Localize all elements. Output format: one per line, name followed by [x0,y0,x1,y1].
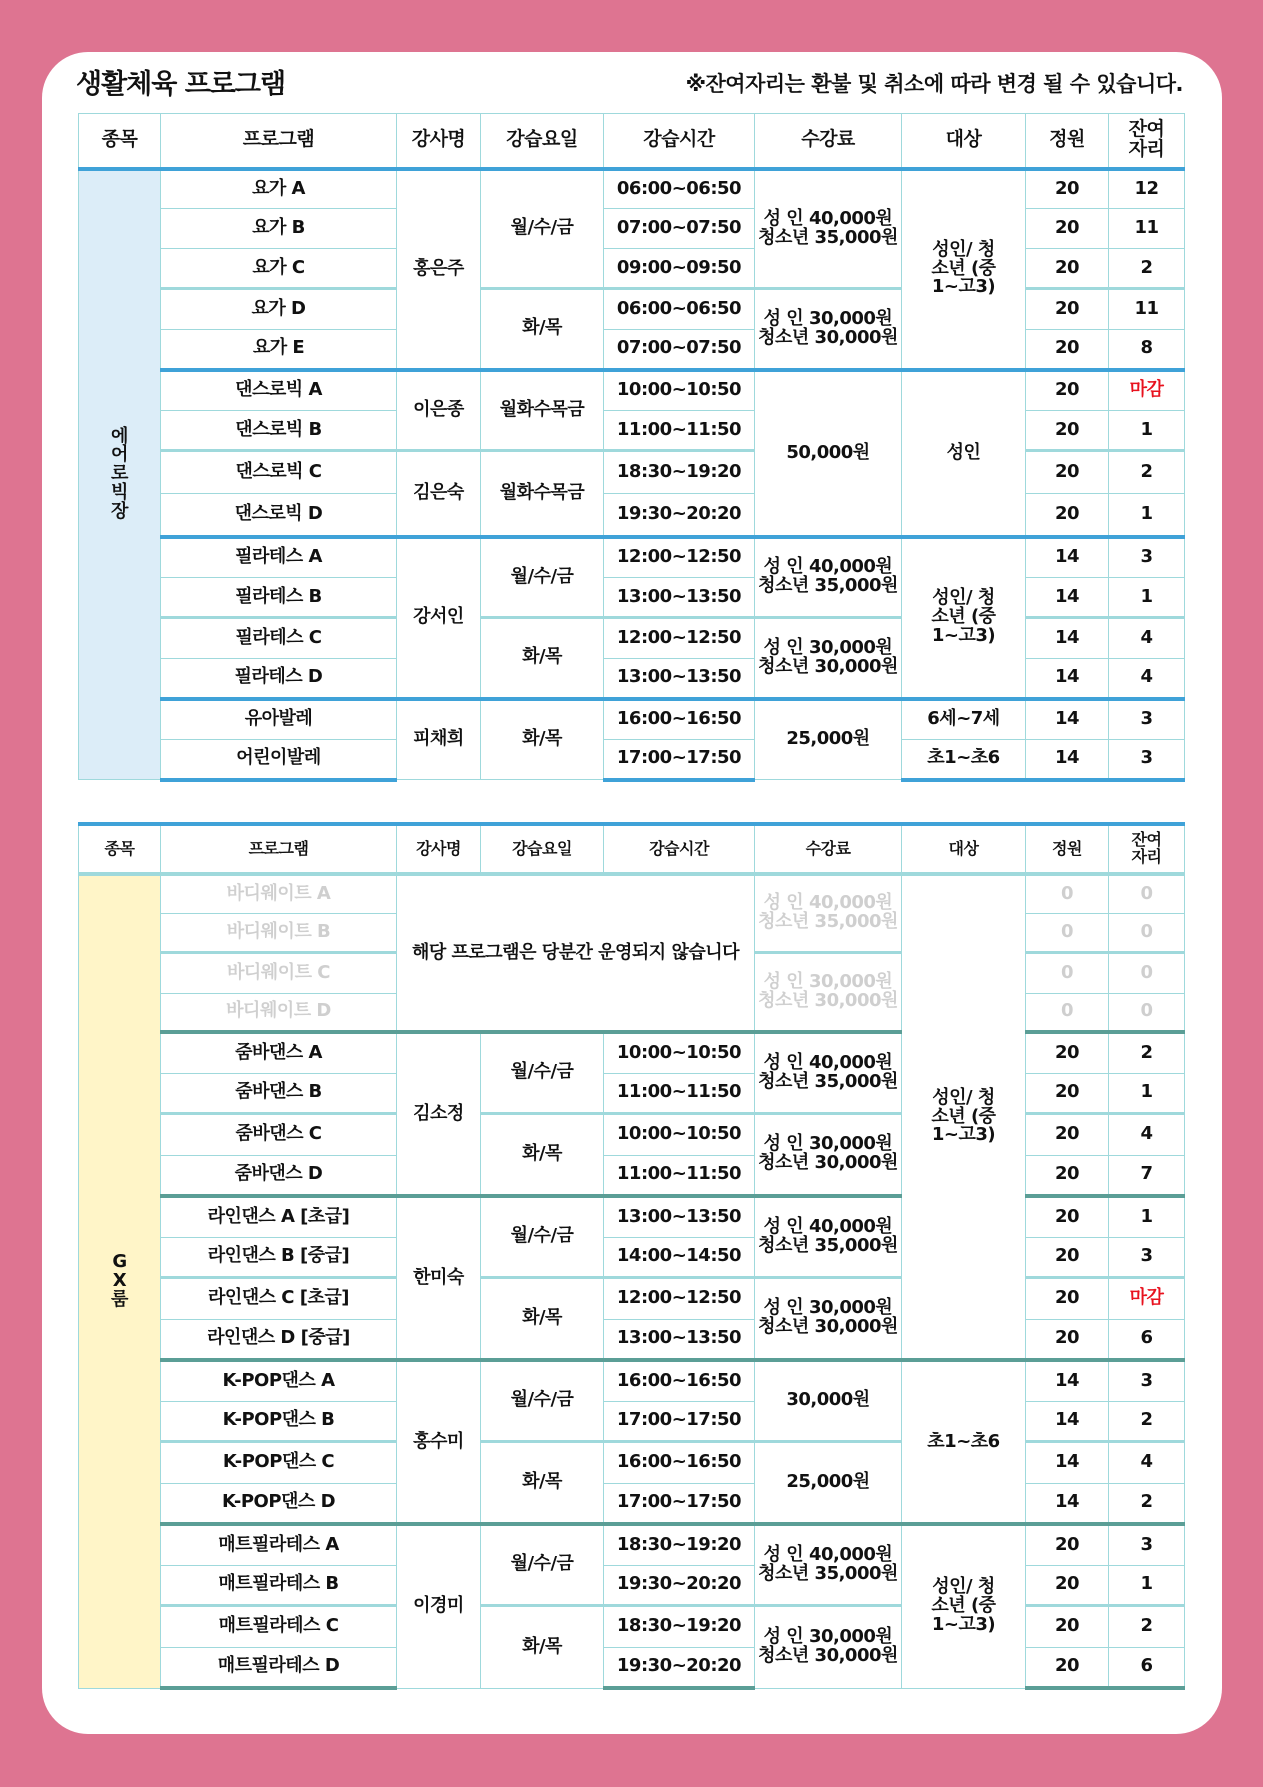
remaining: 3 [1109,1237,1185,1277]
class-time: 11:00~11:50 [604,1155,755,1196]
table-row [79,169,1185,209]
class-time: 19:30~20:20 [604,1647,755,1688]
capacity: 20 [1026,1073,1109,1113]
program-name: 줌바댄스 D [161,1155,397,1196]
class-days: 월화수목금 [481,370,604,451]
class-time: 12:00~12:50 [604,618,755,659]
target: 성인/ 청소년 (중1~고3) [902,169,1026,370]
remaining: 6 [1109,1647,1185,1688]
target: 초1~초6 [902,740,1026,780]
target: 성인/ 청소년 (중1~고3) [902,1524,1026,1688]
remaining: 4 [1109,659,1185,699]
program-name: 매트필라테스 A [161,1524,397,1565]
program-name: 필라테스 C [161,618,397,659]
capacity: 14 [1026,1441,1109,1483]
fee: 성 인 30,000원 청소년 30,000원 [755,1277,902,1360]
remaining: 6 [1109,1319,1185,1360]
class-time: 19:30~20:20 [604,494,755,537]
capacity: 20 [1026,1237,1109,1277]
remaining: 1 [1109,1073,1185,1113]
remaining: 1 [1109,411,1185,451]
program-name: 바디웨이트 B [161,913,397,952]
fee: 성 인 30,000원 청소년 30,000원 [755,289,902,370]
remaining: 0 [1109,993,1185,1032]
program-name: 라인댄스 C [초급] [161,1277,397,1319]
remaining: 2 [1109,1605,1185,1647]
instructor-name: 이은종 [397,370,481,451]
remaining: 3 [1109,1360,1185,1401]
class-days: 화/목 [481,1441,604,1524]
class-time: 07:00~07:50 [604,209,755,249]
header-program: 프로그램 [161,114,397,169]
remaining: 1 [1109,494,1185,537]
header-remaining: 잔여자리 [1109,824,1185,874]
capacity: 20 [1026,1565,1109,1605]
table-row [79,1524,1185,1565]
remaining: 11 [1109,289,1185,330]
remaining: 3 [1109,740,1185,780]
class-days: 월/수/금 [481,1360,604,1441]
capacity: 20 [1026,1155,1109,1196]
class-time: 14:00~14:50 [604,1237,755,1277]
header-capacity: 정원 [1026,824,1109,874]
capacity: 0 [1026,913,1109,952]
table-row [79,699,1185,740]
program-name: 요가 D [161,289,397,330]
class-time: 13:00~13:50 [604,1196,755,1237]
program-name: 댄스로빅 A [161,370,397,411]
fee: 30,000원 [755,1360,902,1441]
header-time: 강습시간 [604,114,755,169]
program-name: 라인댄스 B [중급] [161,1237,397,1277]
program-name: 필라테스 B [161,578,397,618]
remaining: 2 [1109,1032,1185,1073]
capacity: 20 [1026,249,1109,289]
fee: 50,000원 [755,370,902,537]
header-target: 대상 [902,114,1026,169]
fee: 25,000원 [755,1441,902,1524]
program-name: 요가 B [161,209,397,249]
class-time: 13:00~13:50 [604,659,755,699]
class-days: 월화수목금 [481,451,604,537]
class-days: 화/목 [481,699,604,780]
program-name: 줌바댄스 B [161,1073,397,1113]
capacity: 14 [1026,537,1109,578]
table-row [79,537,1185,578]
instructor-name: 피채희 [397,699,481,780]
capacity: 0 [1026,874,1109,913]
capacity: 14 [1026,699,1109,740]
remaining: 2 [1109,249,1185,289]
table-header-row [79,824,1185,874]
program-name: 요가 E [161,330,397,370]
capacity: 20 [1026,289,1109,330]
fee: 성 인 40,000원 청소년 35,000원 [755,874,902,952]
header-fee: 수강료 [755,114,902,169]
instructor-name: 홍은주 [397,169,481,370]
remaining-closed: 마감 [1109,370,1185,411]
capacity: 20 [1026,1113,1109,1155]
fee: 성 인 30,000원 청소년 30,000원 [755,952,902,1032]
target: 성인 [902,370,1026,537]
table-row [79,740,1185,780]
class-days: 월/수/금 [481,1524,604,1605]
program-name: 바디웨이트 A [161,874,397,913]
class-time: 06:00~06:50 [604,289,755,330]
class-days: 월/수/금 [481,1032,604,1113]
class-days: 화/목 [481,618,604,699]
class-time: 17:00~17:50 [604,740,755,780]
program-name: 어린이발레 [161,740,397,780]
target: 성인/ 청소년 (중1~고3) [902,537,1026,699]
capacity: 20 [1026,1605,1109,1647]
class-time: 10:00~10:50 [604,370,755,411]
class-time: 18:30~19:20 [604,1605,755,1647]
remaining: 12 [1109,169,1185,209]
program-name: K-POP댄스 A [161,1360,397,1401]
header-days: 강습요일 [481,114,604,169]
program-name: 줌바댄스 C [161,1113,397,1155]
capacity: 0 [1026,993,1109,1032]
capacity: 20 [1026,330,1109,370]
class-time: 17:00~17:50 [604,1401,755,1441]
class-time: 10:00~10:50 [604,1113,755,1155]
program-name: 바디웨이트 D [161,993,397,1032]
program-name: 바디웨이트 C [161,952,397,993]
capacity: 14 [1026,740,1109,780]
class-time: 16:00~16:50 [604,1441,755,1483]
instructor-name: 홍수미 [397,1360,481,1524]
header-category: 종목 [79,824,161,874]
capacity: 14 [1026,1401,1109,1441]
program-name: K-POP댄스 C [161,1441,397,1483]
table-row [79,874,1185,913]
remaining: 1 [1109,578,1185,618]
capacity: 20 [1026,494,1109,537]
program-name: 요가 C [161,249,397,289]
program-name: 유아발레 [161,699,397,740]
capacity: 20 [1026,411,1109,451]
program-name: 댄스로빅 C [161,451,397,494]
gx-schedule-table [78,822,1185,1690]
capacity: 20 [1026,1319,1109,1360]
capacity: 14 [1026,1483,1109,1524]
capacity: 20 [1026,169,1109,209]
program-name: 요가 A [161,169,397,209]
table-header-row [79,114,1185,169]
fee: 성 인 40,000원 청소년 35,000원 [755,169,902,289]
header-remaining: 잔여자리 [1109,114,1185,169]
program-name: 매트필라테스 B [161,1565,397,1605]
program-name: 줌바댄스 A [161,1032,397,1073]
header-instructor: 강사명 [397,114,481,169]
remaining: 1 [1109,1196,1185,1237]
table-row [79,370,1185,411]
remaining: 8 [1109,330,1185,370]
header-target: 대상 [902,824,1026,874]
remaining: 11 [1109,209,1185,249]
class-days: 화/목 [481,1277,604,1360]
fee: 성 인 40,000원 청소년 35,000원 [755,1524,902,1605]
class-time: 11:00~11:50 [604,411,755,451]
remaining: 7 [1109,1155,1185,1196]
fee: 성 인 30,000원 청소년 30,000원 [755,1113,902,1196]
program-name: 필라테스 A [161,537,397,578]
program-name: 라인댄스 A [초급] [161,1196,397,1237]
program-name: 매트필라테스 D [161,1647,397,1688]
fee: 성 인 30,000원 청소년 30,000원 [755,618,902,699]
fee: 성 인 40,000원 청소년 35,000원 [755,1196,902,1277]
capacity: 20 [1026,1032,1109,1073]
class-time: 07:00~07:50 [604,330,755,370]
capacity: 20 [1026,1277,1109,1319]
remaining: 3 [1109,537,1185,578]
remaining: 4 [1109,1441,1185,1483]
program-name: 댄스로빅 D [161,494,397,537]
class-time: 18:30~19:20 [604,451,755,494]
remaining: 2 [1109,451,1185,494]
fee: 성 인 40,000원 청소년 35,000원 [755,537,902,618]
program-name: 댄스로빅 B [161,411,397,451]
remaining: 0 [1109,913,1185,952]
remaining: 0 [1109,952,1185,993]
program-name: K-POP댄스 D [161,1483,397,1524]
class-time: 13:00~13:50 [604,1319,755,1360]
aerobics-schedule-table [78,113,1185,782]
header-program: 프로그램 [161,824,397,874]
category-cell: 에어로빅장 [79,169,161,780]
target: 6세~7세 [902,699,1026,740]
refund-notice: ※잔여자리는 환불 및 취소에 따라 변경 될 수 있습니다. [685,72,1183,96]
class-time: 12:00~12:50 [604,537,755,578]
program-name: 라인댄스 D [중급] [161,1319,397,1360]
instructor-name: 김은숙 [397,451,481,537]
class-time: 18:30~19:20 [604,1524,755,1565]
header-category: 종목 [79,114,161,169]
class-time: 19:30~20:20 [604,1565,755,1605]
remaining: 2 [1109,1401,1185,1441]
header-capacity: 정원 [1026,114,1109,169]
class-time: 16:00~16:50 [604,1360,755,1401]
instructor-name: 김소정 [397,1032,481,1196]
fee: 25,000원 [755,699,902,780]
remaining: 1 [1109,1565,1185,1605]
class-time: 16:00~16:50 [604,699,755,740]
capacity: 20 [1026,370,1109,411]
capacity: 14 [1026,1360,1109,1401]
remaining-closed: 마감 [1109,1277,1185,1319]
class-time: 06:00~06:50 [604,169,755,209]
capacity: 0 [1026,952,1109,993]
capacity: 14 [1026,618,1109,659]
instructor-name: 강서인 [397,537,481,699]
class-days: 화/목 [481,1113,604,1196]
remaining: 3 [1109,1524,1185,1565]
remaining: 0 [1109,874,1185,913]
class-days: 월/수/금 [481,1196,604,1277]
not-operating-notice: 해당 프로그램은 당분간 운영되지 않습니다 [397,874,755,1032]
header-instructor: 강사명 [397,824,481,874]
class-time: 17:00~17:50 [604,1483,755,1524]
class-days: 월/수/금 [481,537,604,618]
target: 성인/ 청소년 (중1~고3) [902,874,1026,1360]
category-cell: GX룸 [79,874,161,1688]
class-time: 12:00~12:50 [604,1277,755,1319]
class-time: 13:00~13:50 [604,578,755,618]
instructor-name: 한미숙 [397,1196,481,1360]
capacity: 14 [1026,659,1109,699]
capacity: 20 [1026,1524,1109,1565]
capacity: 20 [1026,209,1109,249]
instructor-name: 이경미 [397,1524,481,1688]
program-name: K-POP댄스 B [161,1401,397,1441]
class-time: 09:00~09:50 [604,249,755,289]
fee: 성 인 40,000원 청소년 35,000원 [755,1032,902,1113]
header-time: 강습시간 [604,824,755,874]
remaining: 3 [1109,699,1185,740]
program-name: 매트필라테스 C [161,1605,397,1647]
capacity: 20 [1026,1196,1109,1237]
fee: 성 인 30,000원 청소년 30,000원 [755,1605,902,1688]
class-days: 화/목 [481,1605,604,1688]
capacity: 14 [1026,578,1109,618]
page-title: 생활체육 프로그램 [76,69,286,100]
remaining: 4 [1109,1113,1185,1155]
class-days: 월/수/금 [481,169,604,289]
header-days: 강습요일 [481,824,604,874]
class-days: 화/목 [481,289,604,370]
target: 초1~초6 [902,1360,1026,1524]
capacity: 20 [1026,1647,1109,1688]
class-time: 10:00~10:50 [604,1032,755,1073]
remaining: 2 [1109,1483,1185,1524]
remaining: 4 [1109,618,1185,659]
table-row [79,1360,1185,1401]
class-time: 11:00~11:50 [604,1073,755,1113]
header-fee: 수강료 [755,824,902,874]
capacity: 20 [1026,451,1109,494]
program-name: 필라테스 D [161,659,397,699]
